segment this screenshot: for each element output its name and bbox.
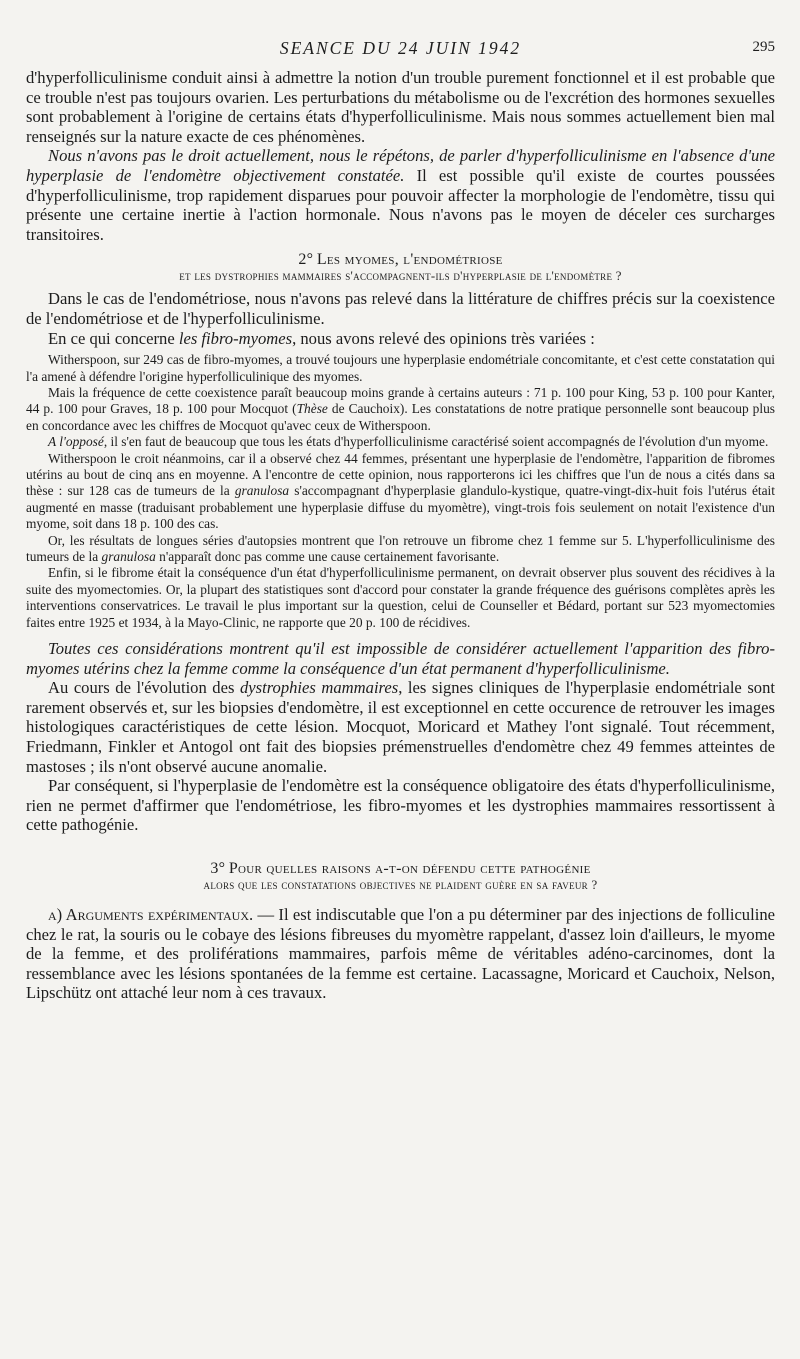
text: Mais la fréquence de cette coexistence paraît beaucoup moins grande à certains auteurs : 71 p. 100 pour King, 53 p. 100 pour Kanter, 44 p. 100 pour Graves, 18 p. 100 pour Mocquot (	[26, 384, 775, 417]
paragraph-2	[26, 146, 775, 244]
small-paragraph-6: Enfin, si le fibrome était la conséquence d'un état d'hyperfolliculinisme permanent, on devrait observer plus souvent des récidives à la suite des myomectomies. Or, la plupart des statistiques sont d'accord pour constater la grande fréquence des guérisons complètes après les interventions conservatrices. Le travail le plus important sur la question, celui de Counseller et Bédard, portant sur 523 myomectomies faites entre 1925 et 1934, à la Mayo-Clinic, ne rapporte que 20 p. 100 de récidives.	[26, 565, 775, 630]
paragraph-7: Par conséquent, si l'hyperplasie de l'endomètre est la conséquence obligatoire des états d'hyperfolliculinisme, rien ne permet d'affirmer que l'endométriose, les fibro-myomes et les dystrophies mammaires ressortissent à cette pathogénie.	[26, 776, 775, 835]
text: , les signes cliniques de l'hyperplasie endométriale sont rarement observés et, sur les biopsies d'endomètre, il est exceptionnel en cette occurence de retrouver les images histologiques caractéristiques de cette lésion. Mocquot, Moricard et Mathey l'ont signalé. Tout récemment, Friedmann, Finkler et Antogol ont fait des biopsies prémenstruelles d'endomètre chez 49 femmes atteintes de mastoses ; ils n'ont observé aucune anomalie.	[26, 678, 775, 776]
text: n'apparaît donc pas comme une cause certainement favorisante.	[155, 549, 500, 564]
page-number: 295	[752, 39, 775, 55]
section-number: 3°	[210, 859, 226, 877]
small-paragraph-2	[26, 385, 775, 434]
emphasis: dystrophies mammaires	[239, 678, 399, 698]
small-paragraph-4	[26, 451, 775, 533]
heading-line-2: et les dystrophies mammaires s'accompagnent-ils d'hyperplasie de l'endomètre ?	[179, 269, 622, 284]
heading-line-1	[26, 861, 775, 877]
small-paragraph-1: Witherspoon, sur 249 cas de fibro-myomes, a trouvé toujours une hyperplasie endométriale concomitante, et c'est cette constatation qui l'a amené à défendre l'origine hyperfolliculinique des myomes.	[26, 352, 775, 384]
section-heading-3	[26, 861, 775, 893]
text: Au cours de l'évolution des	[48, 678, 240, 698]
emphasis: les fibro-myomes	[178, 328, 293, 348]
paragraph-6	[26, 678, 775, 776]
heading-line-1	[26, 252, 775, 268]
paragraph-5	[26, 639, 775, 678]
paragraph-1: d'hyperfolliculinisme conduit ainsi à admettre la notion d'un trouble purement fonctionnel et il est probable que ce trouble n'est pas toujours ovarien. Les perturbations du métabolisme ou de l'excrétion des hormones sexuelles sont probablement à l'origine de certains états d'hyperfolliculinisme. Mais nous sommes actuellement bien mal renseignés sur la nature exacte de ces phénomènes.	[26, 68, 775, 146]
emphasis: granulosa	[101, 549, 156, 564]
heading-text: Les myomes, l'endométriose	[316, 251, 503, 269]
text: , nous avons relevé des opinions très variées :	[292, 328, 595, 348]
emphasis: Toutes ces considérations montrent qu'il est impossible de considérer actuellement l'apparition des fibro-myomes utérins chez la femme comme la conséquence d'un état permanent d'hyperfolliculinisme.	[26, 639, 775, 678]
text: Or, les résultats de longues séries d'autopsies montrent que l'on retrouve un fibrome chez 1 femme sur 5. L'hyperfolliculinisme des tumeurs de la	[26, 532, 775, 564]
text: s'accompagnant d'hyperplasie glandulo-kystique, quatre-vingt-dix-huit fois l'utérus était augmenté en masse (traduisant probablement une hyperplasie diffuse du myomètre), vingt-trois fois seulement on notait l'existence d'un myome, soit dans 18 p. 100 des cas.	[26, 483, 775, 532]
text: Il est possible qu'il existe de courtes poussées d'hyperfolliculinisme, trop rapidement disparues pour pouvoir affecter la morphologie de l'endomètre, tissu qui présente une certaine inertie à l'action hormonale. Nous n'avons pas le moyen de déceler ces surcharges transitoires.	[26, 165, 775, 244]
heading-text: Pour quelles raisons a-t-on défendu cette pathogénie	[228, 859, 591, 877]
paragraph-4	[26, 329, 775, 349]
paragraph-3: Dans le cas de l'endométriose, nous n'avons pas relevé dans la littérature de chiffres précis sur la coexistence de l'endométriose et de l'hyperfolliculinisme.	[26, 289, 775, 328]
running-title: SEANCE DU 24 JUIN 1942	[279, 38, 522, 58]
emphasis: Thèse	[296, 401, 328, 417]
text: — Il est indiscutable que l'on a pu déterminer par des injections de folliculine chez le rat, la souris ou le cobaye des lésions fibreuses du myomètre rappelant, d'assez loin d'ailleurs, le myome de la femme, et des proliférations mammaires, parfois même de véritables adéno-carcinomes, dont la ressemblance avec les lésions spontanées de la femme est certaine. Lacassagne, Moricard et Cauchoix, Nelson, Lipschütz ont attaché leur nom à ces travaux.	[26, 904, 775, 1003]
text: de Cauchoix). Les constatations de notre pratique personnelle sont beaucoup plus en concordance avec les chiffres de Mocquot qu'avec ceux de Witherspoon.	[26, 401, 775, 433]
paragraph-8	[26, 905, 775, 1003]
text: En ce qui concerne	[48, 328, 179, 348]
emphasis: granulosa	[234, 483, 290, 499]
heading-line-2: alors que les constatations objectives ne plaident guère en sa faveur ?	[203, 877, 598, 892]
argument-label: a) Arguments expérimentaux.	[48, 904, 254, 924]
small-paragraph-3	[26, 434, 775, 450]
emphasis: A l'opposé	[48, 434, 104, 450]
page-header	[26, 38, 775, 68]
text: Witherspoon le croit néanmoins, car il a observé chez 44 femmes, présentant une hyperplasie de l'endomètre, l'apparition de fibromes utérins au bout de cinq ans en moyenne. A l'encontre de cette opinion, nous rapporterons ici les chiffres que l'un de nous a cités dans sa thèse : sur 128 cas de tumeurs de la	[26, 450, 775, 499]
emphasis: Nous n'avons pas le droit actuellement, nous le répétons, de parler d'hyperfolliculinisme en l'absence d'une hyperplasie de l'endomètre objectivement constatée.	[26, 146, 775, 185]
section-heading-2	[26, 252, 775, 284]
text: , il s'en faut de beaucoup que tous les états d'hyperfolliculinisme caractérisé soient accompagnés de l'évolution d'un myome.	[103, 434, 769, 450]
section-number: 2°	[298, 251, 314, 269]
small-paragraph-5	[26, 533, 775, 566]
